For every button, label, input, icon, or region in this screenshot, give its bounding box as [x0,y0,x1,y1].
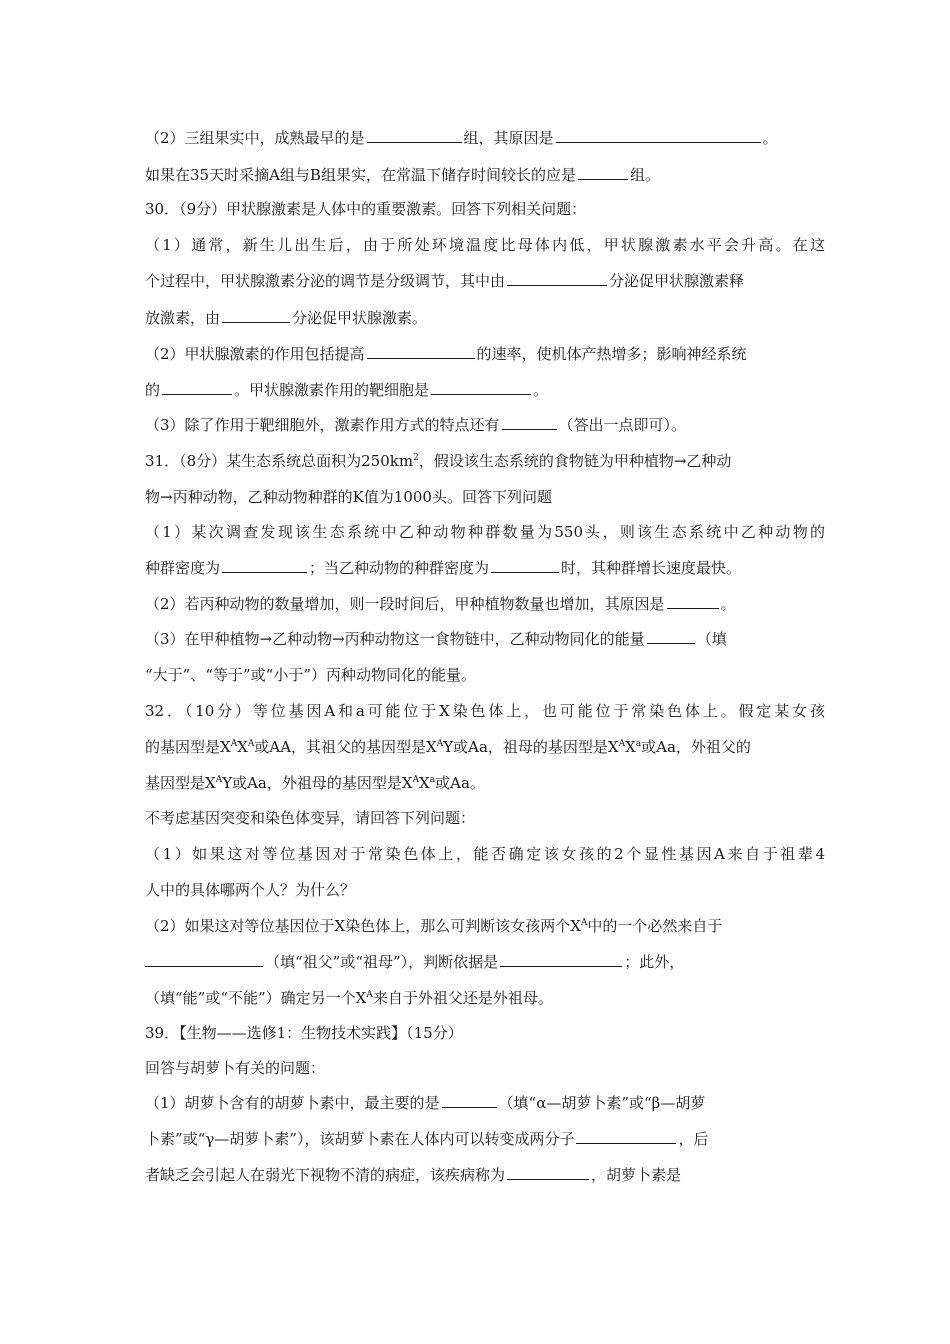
answer-blank[interactable] [647,628,695,644]
answer-blank[interactable] [507,270,607,286]
q30-part2-line2: 的 。甲状腺激素作用的靶细胞是 。 [145,381,549,399]
q32-part2-line1: （2）如果这对等位基因位于X染色体上，那么可判断该女孩两个$X^A$中的一个必然来自于 [145,917,723,935]
answer-blank[interactable] [431,379,531,395]
q30-part1-line2: 个过程中，甲状腺激素分泌的调节是分级调节，其中由 分泌促甲状腺激素释 [145,272,745,290]
q39-title: 39．【生物——选修1：生物技术实践】（15分） [145,1024,463,1042]
q31-part1-line2: 种群密度为 ；当乙种动物的种群密度为 时，其种群增长速度最快。 [145,559,742,577]
answer-blank[interactable] [578,164,628,180]
q39-part1-line1: （1）胡萝卜含有的胡萝卜素中，最主要的是 （填“α—胡萝卜素”或“β—胡萝 [145,1094,706,1112]
q32-title-line3: 基因型是$X^AY$或Aa，外祖母的基因型是$X^AX^a$或Aa。 [145,774,485,792]
q30-part3-line1: （3）除了作用于靶细胞外，激素作用方式的特点还有 （答出一点即可）。 [145,416,687,434]
q31-title-line2: 物→丙种动物，乙种动物种群的K值为1000头。回答下列问题 [145,488,552,506]
answer-blank[interactable] [576,1128,676,1144]
q39-part1-line3: 者缺乏会引起人在弱光下视物不清的病症，该疾病称为 ，胡萝卜素是 [145,1166,682,1184]
answer-blank[interactable] [442,1092,497,1108]
answer-blank[interactable] [162,379,232,395]
answer-blank[interactable] [556,127,761,143]
q30-title: 30．（9分）甲状腺激素是人体中的重要激素。回答下列相关问题： [145,200,587,218]
answer-blank[interactable] [145,951,263,967]
q30-part2-line1: （2）甲状腺激素的作用包括提高 的速率，使机体产热增多；影响神经系统 [145,345,747,363]
q32-part2-line3: （填“能”或“不能”）确定另一个$X^A$来自于外祖父还是外祖母。 [145,989,553,1007]
q32-part1-line2: 人中的具体哪两个人？为什么？ [145,881,356,899]
q32-part2-line2: （填“祖父”或“祖母”），判断依据是 ；此外， [145,951,825,973]
answer-blank[interactable] [491,557,559,573]
q39-intro: 回答与胡萝卜有关的问题： [145,1059,326,1077]
q31-part3-line2: “大于”、“等于”或“小于”）丙种动物同化的能量。 [145,666,477,684]
q31-title-line1: 31．（8分）某生态系统总面积为$250km^2$，假设该生态系统的食物链为甲种植物→乙种动 [145,452,732,470]
answer-blank[interactable] [500,951,622,967]
answer-blank[interactable] [222,307,290,323]
answer-blank[interactable] [222,557,307,573]
answer-blank[interactable] [507,1164,589,1180]
answer-blank[interactable] [667,593,719,609]
q29-part2-line2: 如果在35天时采摘A组与B组果实，在常温下储存时间较长的应是 组。 [145,166,660,184]
answer-blank[interactable] [367,343,475,359]
q32-part1-line1: （1）如果这对等位基因对于常染色体上，能否确定该女孩的2个显性基因A来自于祖辈4 [145,845,825,863]
q31-part1-line1: （1）某次调查发现该生态系统中乙种动物种群数量为550头，则该生态系统中乙种动物的 [145,523,825,541]
q39-part1-line2: 卜素”或“γ—胡萝卜素”），该胡萝卜素在人体内可以转变成两分子 ，后 [145,1130,709,1148]
answer-blank[interactable] [367,127,462,143]
q32-title-line1: 32．（10分）等位基因A和a可能位于X染色体上，也可能位于常染色体上。假定某女孩 [145,702,825,720]
q31-part3-line1: （3）在甲种植物→乙种动物→丙种动物这一食物链中，乙种动物同化的能量 （填 [145,630,727,648]
q29-part2-line1: （2）三组果实中，成熟最早的是 组，其原因是 。 [145,129,778,147]
q32-instruction: 不考虑基因突变和染色体变异，请回答下列问题： [145,809,476,827]
q32-title-line2: 的基因型是$X^AX^A$或AA，其祖父的基因型是$X^AY$或Aa，祖母的基因型是$X^AX^a$或Aa，外祖父的 [145,738,751,756]
answer-blank[interactable] [502,414,557,430]
q30-part1-line1: （1）通常，新生儿出生后，由于所处环境温度比母体内低，甲状腺激素水平会升高。在这 [145,236,825,254]
q31-part2-line1: （2）若丙种动物的数量增加，则一段时间后，甲种植物数量也增加，其原因是 。 [145,595,736,613]
q30-part1-line3: 放激素，由 分泌促甲状腺激素。 [145,309,428,327]
